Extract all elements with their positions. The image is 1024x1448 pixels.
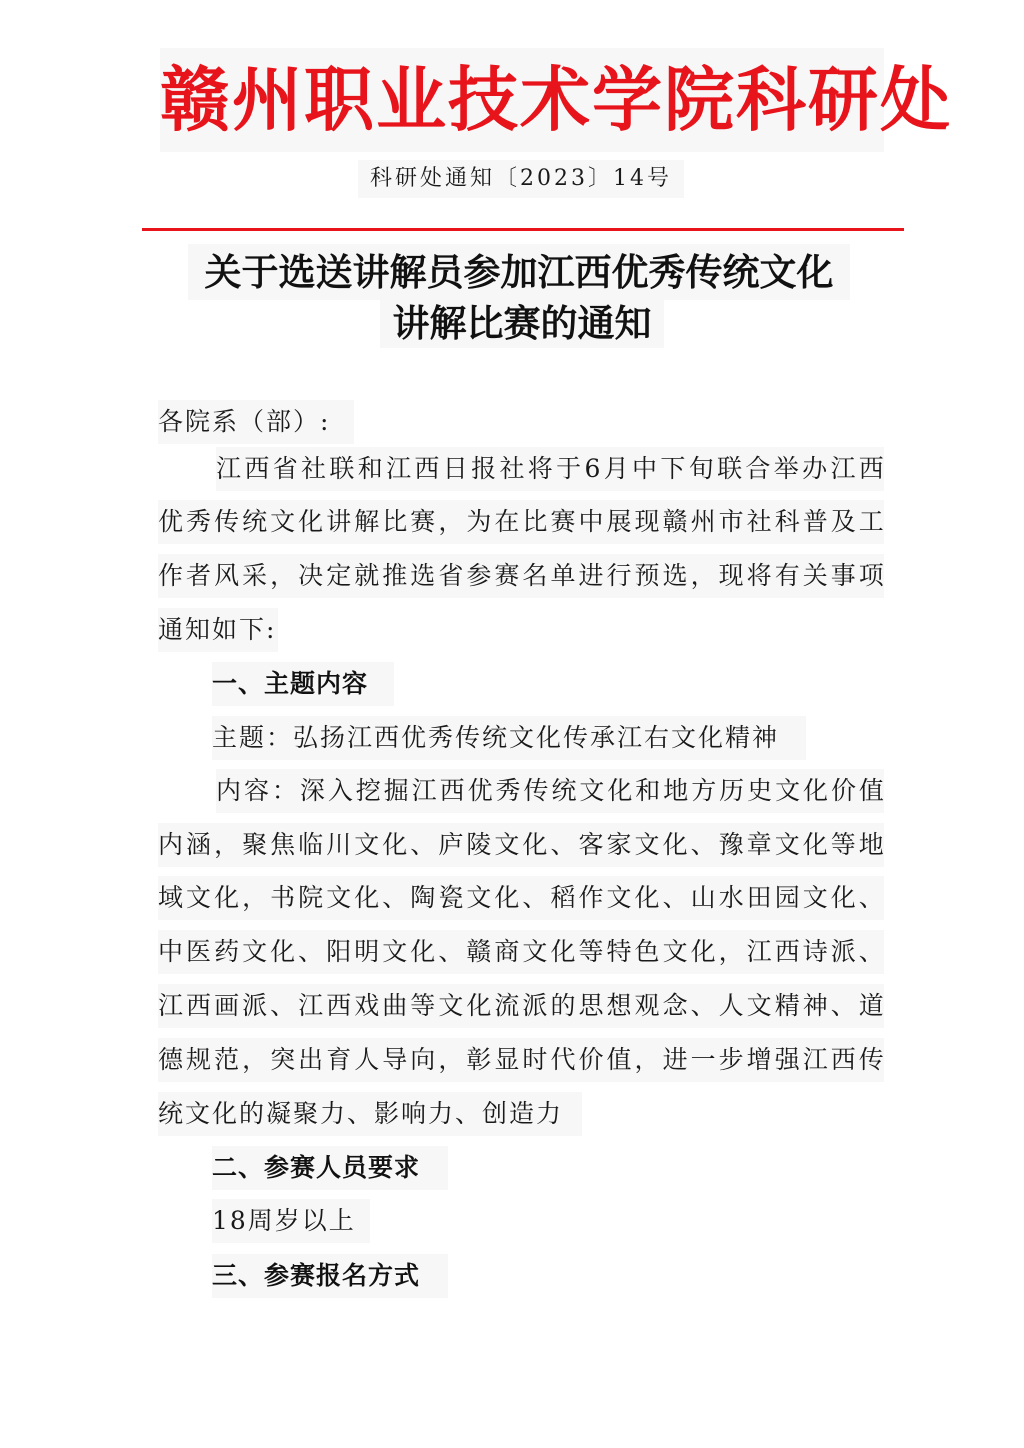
notice-title-line-2: 讲解比赛的通知 [380,298,664,348]
notice-title-line-1: 关于选送讲解员参加江西优秀传统文化 [188,244,850,300]
section-1-content-line-5: 江 西 画 派 、 江 西 戏 曲 等 文 化 流 派 的 思 想 观 念 、 人 文 精 神 、 道 [158,984,884,1028]
document-number: 科研处通知〔2023〕14号 [358,160,684,198]
section-1-heading: 一、主题内容 [212,662,394,706]
section-1-theme: 主题：弘扬江西优秀传统文化传承江右文化精神 [212,716,806,760]
institution-masthead: 赣州职业技术学院科研处 [160,48,884,152]
intro-line-3: 作 者 风 采 ， 决 定 就 推 选 省 参 赛 名 单 进 行 预 选 ， 现 将 有 关 事 项 [158,554,884,598]
salutation: 各院系（部）: [158,400,354,444]
section-1-content-line-1: 内 容 ： 深 入 挖 掘 江 西 优 秀 传 统 文 化 和 地 方 历 史 文 化 价 值 [216,769,884,813]
section-2-text: 18周岁以上 [212,1199,370,1243]
intro-line-4: 通知如下: [158,608,278,652]
section-3-heading: 三、参赛报名方式 [212,1254,448,1298]
red-divider [142,228,904,231]
intro-line-2: 优 秀 传 统 文 化 讲 解 比 赛 ， 为 在 比 赛 中 展 现 赣 州 市 社 科 普 及 工 [158,500,884,544]
section-1-content-line-2: 内 涵 ， 聚 焦 临 川 文 化 、 庐 陵 文 化 、 客 家 文 化 、 豫 章 文 化 等 地 [158,823,884,867]
section-1-content-line-4: 中 医 药 文 化 、 阳 明 文 化 、 赣 商 文 化 等 特 色 文 化 ， 江 西 诗 派 、 [158,930,884,974]
section-1-content-line-3: 域 文 化 ， 书 院 文 化 、 陶 瓷 文 化 、 稻 作 文 化 、 山 水 田 园 文 化 、 [158,876,884,920]
intro-line-1: 江 西 省 社 联 和 江 西 日 报 社 将 于 6 月 中 下 旬 联 合 举 办 江 西 [216,447,884,491]
section-2-heading: 二、参赛人员要求 [212,1146,448,1190]
section-1-content-line-6: 德 规 范 ， 突 出 育 人 导 向 ， 彰 显 时 代 价 值 ， 进 一 步 增 强 江 西 传 [158,1038,884,1082]
section-1-content-line-7: 统文化的凝聚力、影响力、创造力 [158,1092,582,1136]
